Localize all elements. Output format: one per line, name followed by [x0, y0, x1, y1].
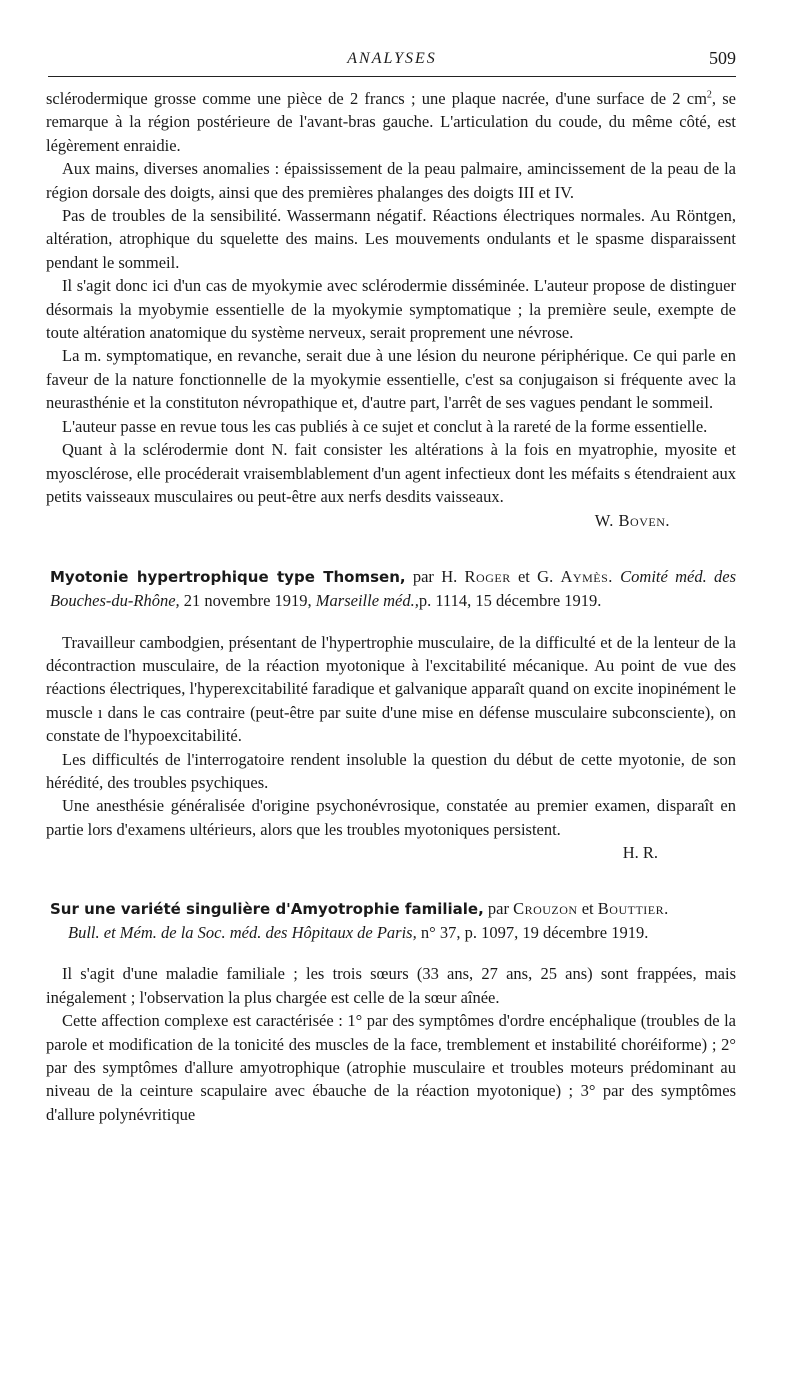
journal-name: Comité méd. des Bouches-du-Rhône, [50, 566, 736, 611]
superscript: 2 [706, 89, 712, 101]
paragraph: Aux mains, diverses anomalies : épaississement de la peau palmaire, amincissement de la peau de la région dorsale des doigts, ainsi que des premières phalanges des doigts III et IV. [46, 159, 736, 202]
article-title: Sur une variété singulière d'Amyotrophie familiale, [50, 899, 484, 918]
page-body [46, 87, 736, 1126]
paragraph: Pas de troubles de la sensibilité. Wassermann négatif. Réactions électriques normales. Au Röntgen, altération, atrophique du squelette des mains. Les mouvements ondulants et le spasme disparaissent pendant le sommeil. [46, 206, 736, 272]
page-header [48, 46, 736, 77]
article-title: Myotonie hypertrophique type Thomsen, [50, 567, 406, 586]
paragraph: Il s'agit d'une maladie familiale ; les trois sœurs (33 ans, 27 ans, 25 ans) sont frappées, mais inégalement ; l'observation la plus chargée est celle de la sœur aînée. [46, 964, 736, 1007]
article-reference: Sur une variété singulière d'Amyotrophie familiale, par Crouzon et Bouttier. Bull. et Mém. de la Soc. méd. des Hôpitaux de Paris, n° 37, p. 1097, 19 décembre 1919. [50, 898, 669, 942]
journal-name: Marseille méd., [315, 591, 419, 611]
paragraph: La m. symptomatique, en revanche, serait due à une lésion du neurone périphérique. Ce qui parle en faveur de la nature fonctionnelle de la myokymie essentielle, c'est sa conjugaison si fréquente avec la neurasthénie et la constituton névropathique et, d'autre part, l'arrêt de ses vagues pendant le sommeil. [46, 346, 736, 413]
author: Aymès. [560, 566, 613, 586]
article-myokymie-continued [46, 87, 736, 533]
paragraph: sclérodermique grosse comme une pièce de 2 francs ; une plaque nacrée, d'une surface de 2 $cm^2$, se remarque à la région postérieure de l'avant-bras gauche. L'articulation du coude, du même côté, est légèrement enraidie. [46, 89, 736, 155]
author: Bouttier. [597, 898, 669, 918]
article-reference: Myotonie hypertrophique type Thomsen, par H. Roger et G. Aymès. Comité méd. des Bouches-du-Rhône, 21 novembre 1919, Marseille méd.,p. 1114, 15 décembre 1919. [50, 566, 736, 611]
paragraph: Quant à la sclérodermie dont N. fait consister les altérations à la fois en myatrophie, myosite et myosclérose, elle procéderait vraisemblablement d'un agent infectieux dont les méfaits s étendraient aux petits vaisseaux musculaires ou peut-être aux nerfs desdits vaisseaux. [46, 440, 736, 506]
page-number: 509 [709, 48, 736, 68]
paragraph: Il s'agit donc ici d'un cas de myokymie avec sclérodermie disséminée. L'auteur propose de distinguer désormais la myobymie essentielle de la myokymie symptomatique ; la première seule, exempte de toute altération anatomique du système nerveux, serait proprement une névrose. [46, 276, 736, 343]
paragraph: Une anesthésie généralisée d'origine psychonévrosique, constatée au premier examen, disparaît en partie lors d'examens ultérieurs, alors que les troubles myotoniques persistent. [46, 796, 736, 839]
journal-name: Bull. et Mém. de la Soc. méd. des Hôpitaux de Paris, [68, 923, 417, 942]
signature: W. Boven. [594, 511, 670, 531]
article-amyotrophie-familiale [46, 897, 736, 1127]
author: Roger [464, 566, 511, 586]
paragraph: Cette affection complexe est caractérisée : 1° par des symptômes d'ordre encéphalique (troubles de la parole et modification de la tonicité des muscles de la face, tremblement et instabilité choréiforme) ; 2° par des symptômes d'allure amyotrophique (atrophie musculaire et troubles moteurs prédominant au niveau de la ceinture scapulaire avec ébauche de la réaction myotonique) ; 3° par des symptômes d'allure polynévritique [46, 1011, 736, 1124]
paragraph: L'auteur passe en revue tous les cas publiés à ce sujet et conclut à la rareté de la forme essentielle. [62, 416, 708, 436]
paragraph: Travailleur cambodgien, présentant de l'hypertrophie musculaire, de la difficulté et de la lenteur de la décontraction musculaire, de la réaction myotonique à l'excitabilité mécanique. Au point de vue des réactions électriques, l'hyperexcitabilité faradique et galvanique apparaît quand on excite inopinément le muscle ı dans le cas contraire (peut-être par suite d'une mise en défense musculaire subconsciente), on constate de l'hypoexcitabilité. [46, 632, 736, 746]
author: Crouzon [513, 898, 578, 918]
article-myotonie-thomsen [46, 565, 736, 865]
signature: H. R. [622, 843, 658, 863]
paragraph: Les difficultés de l'interrogatoire rendent insoluble la question du début de cette myotonie, de son hérédité, des troubles psychiques. [46, 749, 736, 792]
running-title: ANALYSES [347, 50, 437, 67]
